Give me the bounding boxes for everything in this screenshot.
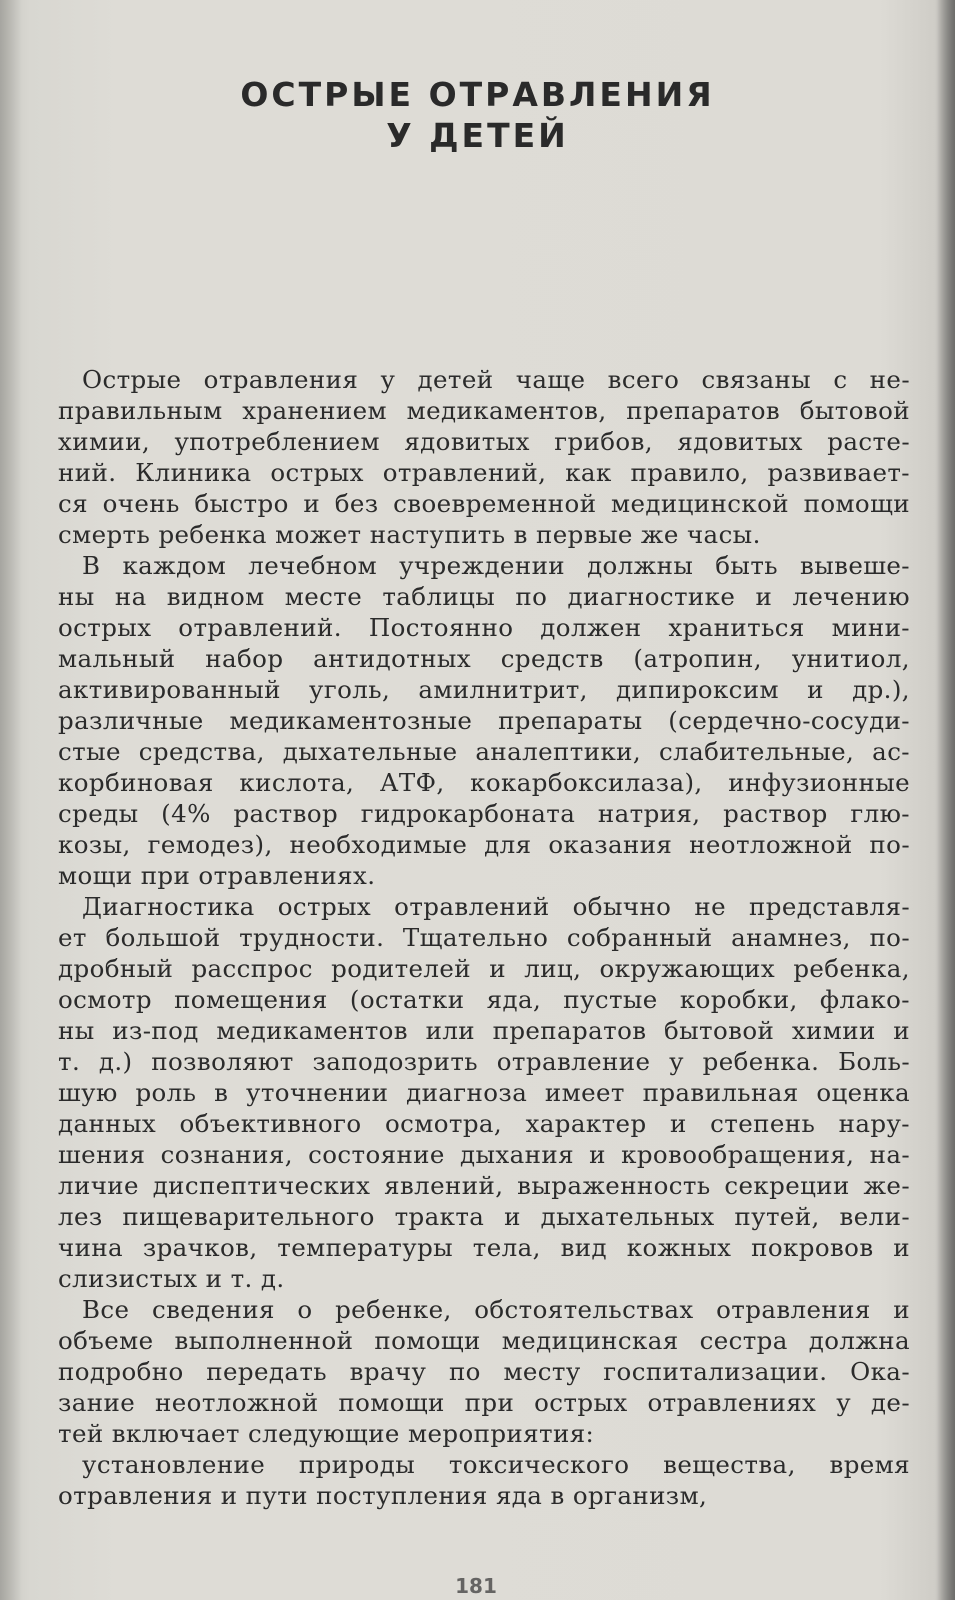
paragraph-5	[58, 1449, 910, 1511]
text-line: стые средства, дыхательные аналептики, слабительные, ас-	[58, 737, 910, 766]
text-line: среды (4% раствор гидрокарбоната натрия, раствор глю-	[58, 799, 910, 828]
paragraph-1	[58, 364, 910, 550]
page-edge-shadow	[937, 0, 955, 1600]
text-line: мальный набор антидотных средств (атропин, унитиол,	[58, 644, 910, 673]
page-gutter-shadow	[0, 0, 22, 1600]
text-line: ны из-под медикаментов или препаратов бытовой химии и	[58, 1016, 910, 1045]
text-line: подробно передать врачу по месту госпитализации. Ока-	[58, 1357, 910, 1386]
text-line: т. д.) позволяют заподозрить отравление у ребенка. Боль-	[58, 1047, 910, 1076]
text-line: чина зрачков, температуры тела, вид кожных покровов и	[58, 1233, 910, 1262]
text-line: ет большой трудности. Тщательно собранный анамнез, по-	[58, 923, 910, 952]
text-line: смерть ребенка может наступить в первые же часы.	[58, 520, 761, 549]
text-line: данных объективного осмотра, характер и степень нару-	[58, 1109, 910, 1138]
text-line: козы, гемодез), необходимые для оказания неотложной по-	[58, 830, 910, 859]
text-line: дробный расспрос родителей и лиц, окружающих ребенка,	[58, 954, 910, 983]
text-line: химии, употреблением ядовитых грибов, ядовитых расте-	[58, 427, 910, 456]
text-line: тей включает следующие мероприятия:	[58, 1419, 595, 1448]
text-line: шения сознания, состояние дыхания и кровообращения, на-	[58, 1140, 910, 1169]
paragraph-3	[58, 891, 910, 1294]
text-line: корбиновая кислота, АТФ, кокарбоксилаза), инфузионные	[58, 768, 910, 797]
paragraph-2	[58, 550, 910, 891]
text-line: активированный уголь, амилнитрит, дипироксим и др.),	[58, 675, 910, 704]
chapter-title	[0, 74, 955, 156]
body-text	[58, 364, 910, 1511]
text-line: острых отравлений. Постоянно должен храниться мини-	[58, 613, 910, 642]
text-line: ся очень быстро и без своевременной медицинской помощи	[58, 489, 910, 518]
text-line: мощи при отравлениях.	[58, 861, 376, 890]
page-number: 181	[455, 1574, 497, 1598]
text-line: личие диспептических явлений, выраженность секреции же-	[58, 1171, 910, 1200]
text-line: слизистых и т. д.	[58, 1264, 285, 1293]
text-line: правильным хранением медикаментов, препаратов бытовой	[58, 396, 910, 425]
text-line: Диагностика острых отравлений обычно не представля-	[82, 892, 910, 921]
text-line: шую роль в уточнении диагноза имеет правильная оценка	[58, 1078, 910, 1107]
text-line: зание неотложной помощи при острых отравлениях у де-	[58, 1388, 910, 1417]
text-line: В каждом лечебном учреждении должны быть вывеше-	[82, 551, 910, 580]
text-line: Острые отравления у детей чаще всего связаны с не-	[82, 365, 910, 394]
text-line: Все сведения о ребенке, обстоятельствах отравления и	[82, 1295, 910, 1324]
text-line: объеме выполненной помощи медицинская сестра должна	[58, 1326, 910, 1355]
paragraph-4	[58, 1294, 910, 1449]
chapter-title-line-2: У ДЕТЕЙ	[386, 116, 569, 155]
text-line: ний. Клиника острых отравлений, как правило, развивает-	[58, 458, 910, 487]
chapter-title-line-1: ОСТРЫЕ ОТРАВЛЕНИЯ	[240, 75, 715, 114]
text-line: лез пищеварительного тракта и дыхательных путей, вели-	[58, 1202, 910, 1231]
text-line: отравления и пути поступления яда в организм,	[58, 1481, 708, 1510]
text-line: осмотр помещения (остатки яда, пустые коробки, флако-	[58, 985, 910, 1014]
text-line: ны на видном месте таблицы по диагностике и лечению	[58, 582, 910, 611]
text-line: установление природы токсического вещества, время	[82, 1450, 910, 1479]
text-line: различные медикаментозные препараты (сердечно-сосуди-	[58, 706, 910, 735]
